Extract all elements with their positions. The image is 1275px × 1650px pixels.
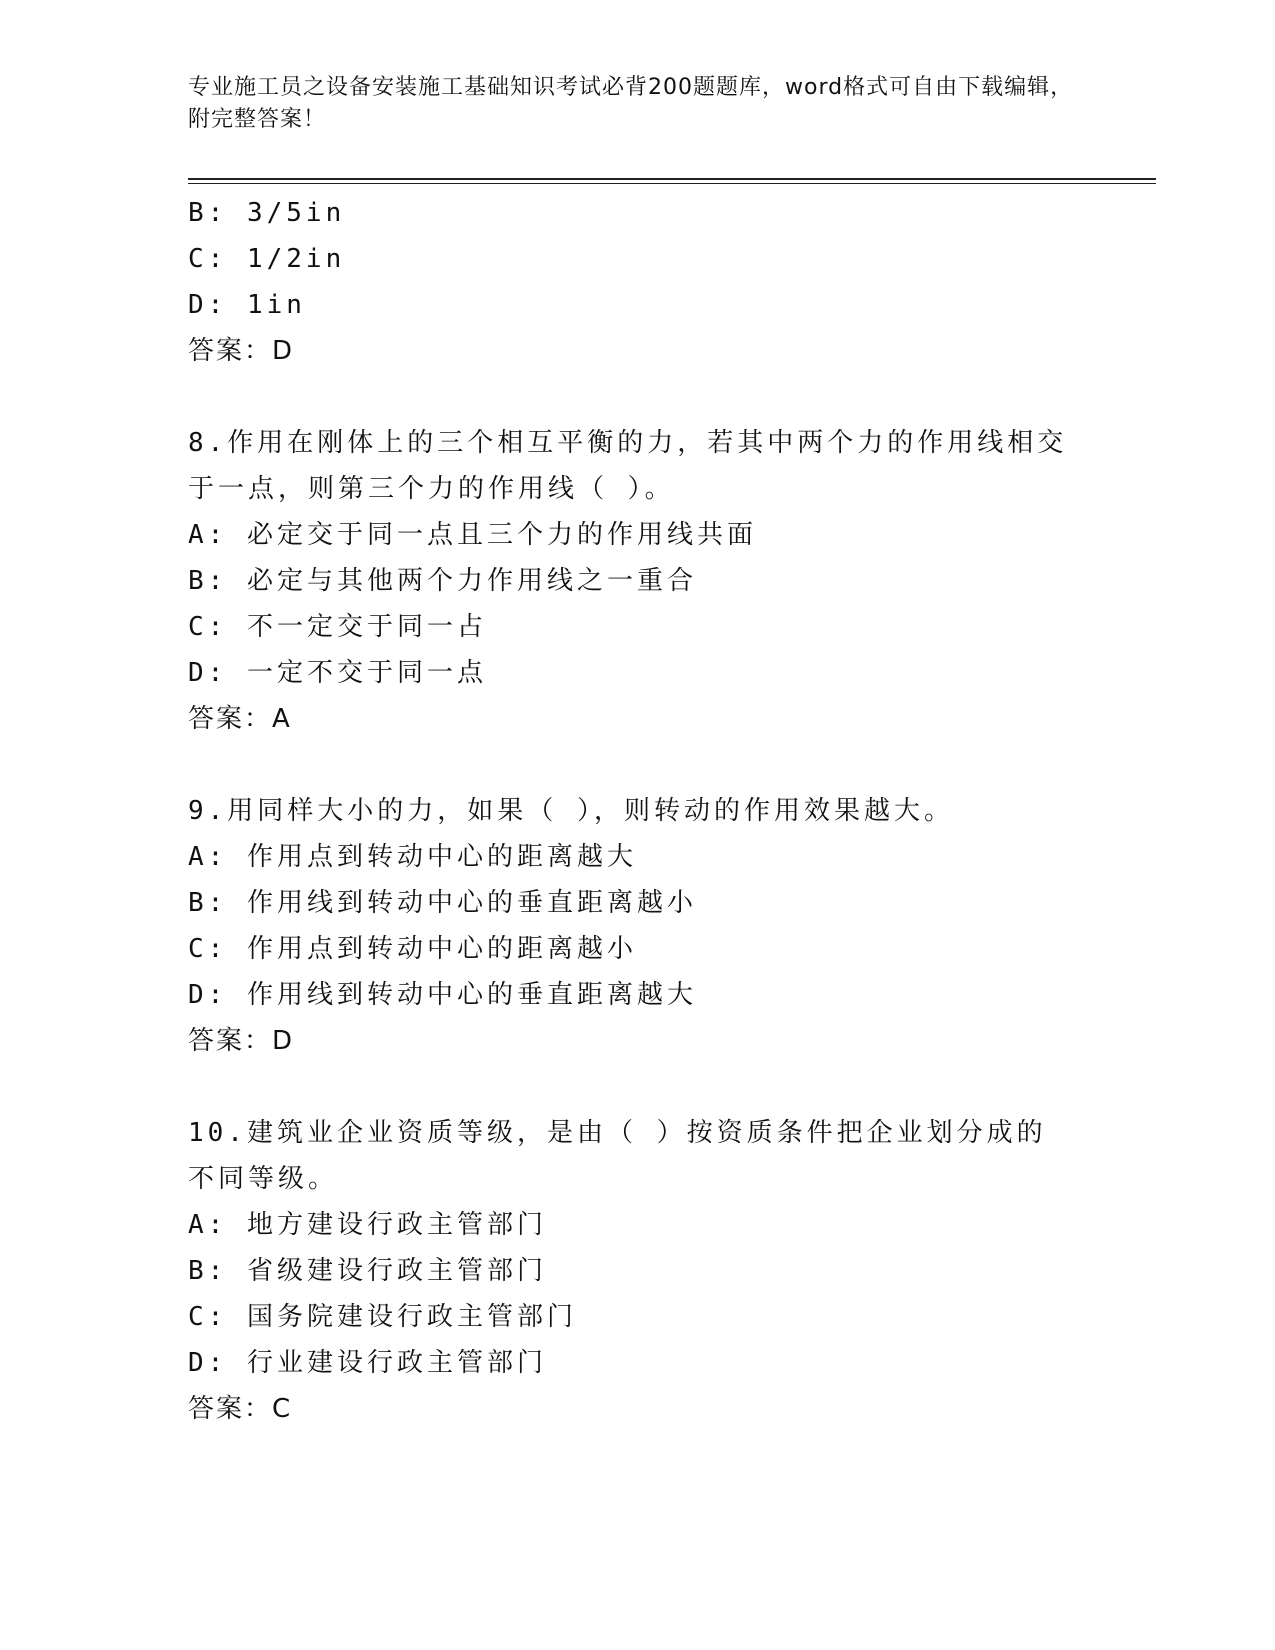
spacer <box>188 374 1088 420</box>
option-b: B: 省级建设行政主管部门 <box>188 1256 547 1286</box>
header-rule-thin <box>188 183 1156 184</box>
option-d: D: 1in <box>188 290 306 320</box>
question-10 <box>188 1110 1088 1432</box>
answer-line: 答案：C <box>188 1394 293 1424</box>
document-header: 专业施工员之设备安装施工基础知识考试必背200题题库，word格式可自由下载编辑，附完整答案！ <box>188 75 1074 132</box>
question-list <box>188 190 1088 1432</box>
spacer <box>188 742 1088 788</box>
option-c: C: 不一定交于同一占 <box>188 612 487 642</box>
question-text: 8.作用在刚体上的三个相互平衡的力，若其中两个力的作用线相交于一点，则第三个力的作用线（ ）。 <box>188 428 1068 504</box>
option-d: D: 一定不交于同一点 <box>188 658 487 688</box>
question-text: 9.用同样大小的力，如果（ ），则转动的作用效果越大。 <box>188 796 954 826</box>
option-b: B: 3/5in <box>188 198 346 228</box>
spacer <box>188 1064 1088 1110</box>
question-9 <box>188 788 1088 1064</box>
option-a: A: 地方建设行政主管部门 <box>188 1210 547 1240</box>
option-b: B: 作用线到转动中心的垂直距离越小 <box>188 888 697 918</box>
question-text: 10.建筑业企业资质等级，是由（ ）按资质条件把企业划分成的不同等级。 <box>188 1118 1047 1194</box>
option-a: A: 作用点到转动中心的距离越大 <box>188 842 637 872</box>
answer-line: 答案：A <box>188 704 292 734</box>
option-d: D: 行业建设行政主管部门 <box>188 1348 547 1378</box>
answer-line: 答案：D <box>188 1026 295 1056</box>
option-d: D: 作用线到转动中心的垂直距离越大 <box>188 980 697 1010</box>
header-rule-thick <box>188 178 1156 180</box>
option-a: A: 必定交于同一点且三个力的作用线共面 <box>188 520 757 550</box>
option-c: C: 国务院建设行政主管部门 <box>188 1302 577 1332</box>
option-c: C: 作用点到转动中心的距离越小 <box>188 934 637 964</box>
option-b: B: 必定与其他两个力作用线之一重合 <box>188 566 697 596</box>
answer-line: 答案：D <box>188 336 295 366</box>
previous-question-tail <box>188 190 1088 374</box>
question-8 <box>188 420 1088 742</box>
option-c: C: 1/2in <box>188 244 346 274</box>
